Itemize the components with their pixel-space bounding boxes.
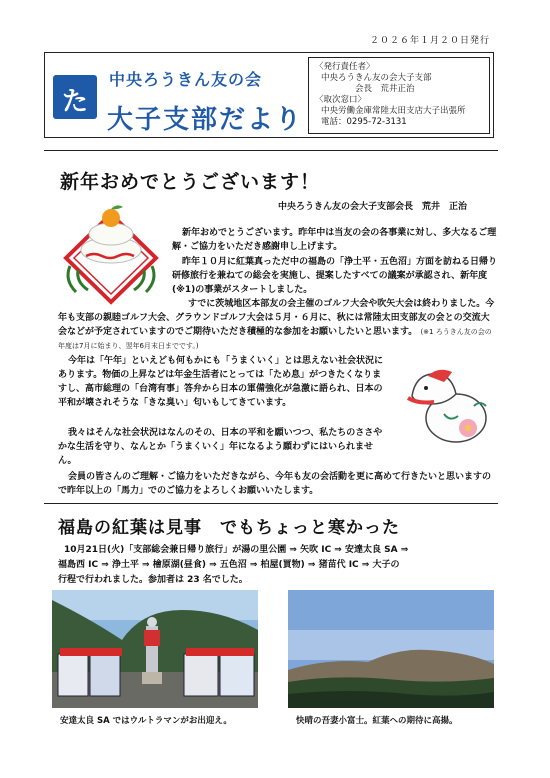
article1-p2-text: 昨年１０月に紅葉真っただ中の福島の「浄土平・五色沼」方面を訪ねる日帰り研修旅行を兼ねての総会を実施し、提案したすべての議案が承認され、新年度(※1)の事業がスタートしました。 <box>172 257 498 295</box>
logo-text: た <box>61 87 88 117</box>
article1-paragraph-4 <box>58 354 388 410</box>
publisher-info-box <box>308 57 490 134</box>
divider <box>44 150 498 151</box>
route-line-2: 福島西 IC ⇒ 浄土平 ⇒ 檜原湖(昼食) ⇒ 五色沼 ⇒ 柏屋(買物) ⇒ 猪苗代 IC ⇒ 大子の <box>58 560 400 570</box>
photo-azuma-kofuji-image <box>288 590 494 708</box>
photo-right-caption: 快晴の吾妻小富士。紅葉への期待に高揚。 <box>296 716 458 726</box>
photo-adatara-sa <box>52 590 258 708</box>
trip-route <box>58 543 498 588</box>
org-logo <box>53 75 97 119</box>
divider <box>44 503 498 504</box>
office-label: 〈取次窓口〉 <box>315 95 367 105</box>
issue-date: ２０２６年１月２０日発行 <box>369 36 490 46</box>
article1-paragraph-6 <box>58 470 498 498</box>
branch-title: 大子支部だより <box>107 105 304 135</box>
orange-icon <box>102 209 120 227</box>
article1-title: 新年おめでとうございます！ <box>60 171 321 193</box>
publisher-label: 〈発行責任者〉 <box>315 62 375 72</box>
article1-paragraph-2 <box>172 255 498 297</box>
masthead <box>44 52 494 138</box>
org-name: 中央ろうきん友の会 <box>109 70 263 89</box>
article1-p3-text: すでに茨城地区本部友の会主催のゴルフ大会や吹矢大会は終わりました。今年も支部の親睦ゴルフ大会、グラウンドゴルフ大会は５月・６月に、秋には常陸太田支部友の会との交流大会などが予定されていますのでご期待いただき積極的な参加をお願いしたいと思います。 <box>58 299 495 337</box>
horse-head <box>412 374 456 404</box>
article1-p1-text: 新年おめでとうございます。昨年中は当友の会の各事業に対し、多大なるご理解・ご協力をいただき感謝申し上げます。 <box>172 228 497 252</box>
horse-eye <box>424 386 428 390</box>
article1-p6-text: 会員の皆さんのご理解・ご協力をいただきながら、今年も友の会活動を更に高めて行きたいと思いますので昨年以上の「馬力」でのご協力をよろしくお願いいたします。 <box>58 472 492 496</box>
photo-adatara-sa-image <box>52 590 258 708</box>
photo-azuma-kofuji <box>288 590 494 708</box>
route-line-3: 行程で行われました。参加者は 23 名でした。 <box>58 575 248 585</box>
route-line-1: 10月21日(火)「支部総会兼日帰り旅行」が湯の里公園 ⇒ 矢吹 IC ⇒ 安達太良 SA ⇒ <box>64 545 409 555</box>
horse-toy-illustration <box>398 356 498 456</box>
publisher-org: 中央ろうきん友の会大子支部 <box>321 73 432 83</box>
kagami-mochi-illustration <box>56 196 166 306</box>
article1-paragraph-1 <box>172 226 498 254</box>
office-name: 中央労働金庫常陸太田支店大子出張所 <box>321 106 466 116</box>
article1-p5-text: 我々はそんな社会状況はなんのその、日本の平和を願いつつ、私たちのささやかな生活を守り、なんとか「うまくいく」年になるよう願わずにはいられません。 <box>58 428 383 466</box>
article1-paragraph-5 <box>58 426 388 468</box>
article1-paragraph-3 <box>58 297 498 353</box>
leaf-icon <box>111 205 123 209</box>
article2-title: 福島の紅葉は見事 でもちょっと寒かった <box>58 518 400 538</box>
article1-author: 中央ろうきん友の会大子支部会長 荒井 正治 <box>278 202 468 212</box>
office-phone: 電話：0295-72-3131 <box>321 117 407 127</box>
article1-p3-note: (※1 ろうきん友の会の年度は7月に始まり、翌年6月末日までです。) <box>58 328 492 350</box>
article1-p4-text: 今年は「午年」といえども何もかにも「うまくいく」とは思えない社会状況にあります。物価の上昇などは年金生活者にとっては「ため息」がつきたくなりますし、高市総理の「台湾有事」答弁から日本の軍備強化が急激に語られ、日本の平和が壊されそうな「きな臭い」匂いもしてきています。 <box>58 356 384 408</box>
flower-center <box>465 425 471 431</box>
publisher-name: 会長 荒井正治 <box>355 84 415 94</box>
photo-left-caption: 安達太良 SA ではウルトラマンがお出迎え。 <box>60 716 232 726</box>
